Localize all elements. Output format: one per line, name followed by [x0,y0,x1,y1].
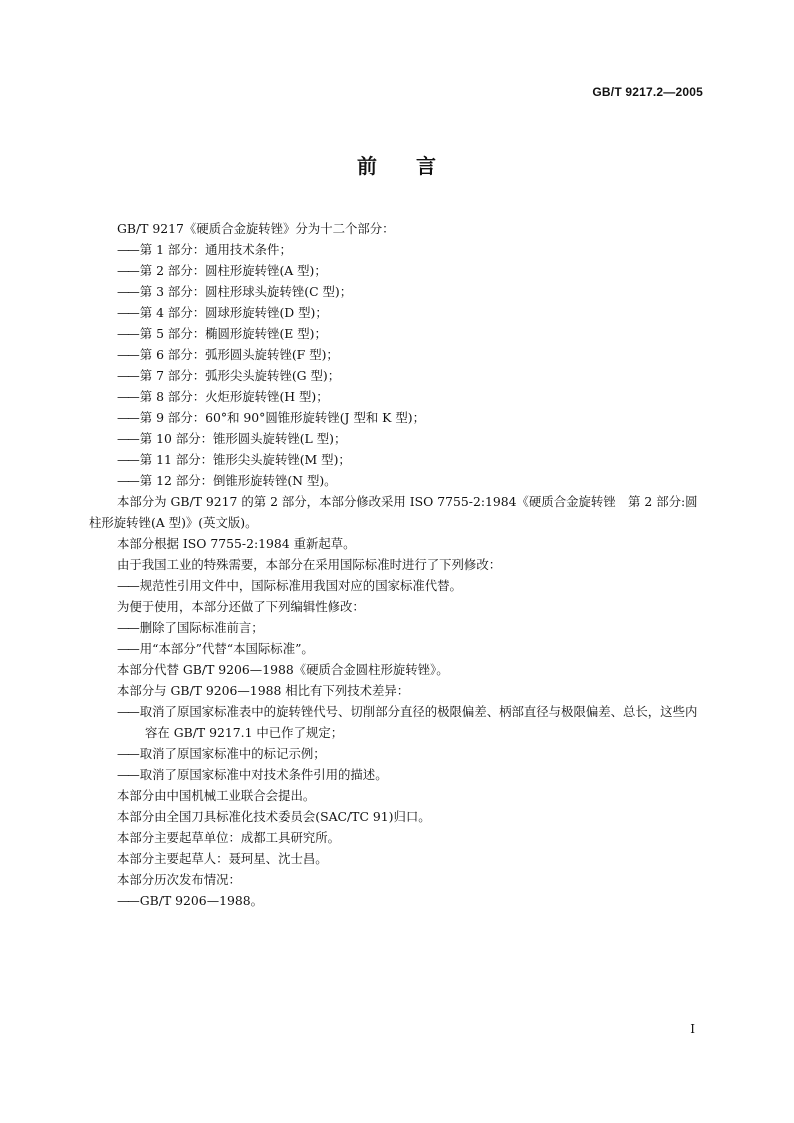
proposer-paragraph: 本部分由中国机械工业联合会提出。 [117,788,316,803]
part-list-item: —— 第 6 部分：弧形圆头旋转锉(F 型)； [117,347,339,362]
modification-item: —— 规范性引用文件中，国际标准用我国对应的国家标准代替。 [117,578,462,593]
part-list-item: —— 第 10 部分：锥形圆头旋转锉(L 型)； [117,431,347,446]
difference-item: —— 取消了原国家标准表中的旋转锉代号、切削部分直径的极限偏差、柄部直径与极限偏差、总长，这些内容在 GB/T 9217.1 中已作了规定； [117,704,698,740]
modification-intro: 由于我国工业的特殊需要，本部分在采用国际标准时进行了下列修改： [117,557,502,572]
history-item: —— GB/T 9206—1988。 [117,893,264,908]
part-list-item: —— 第 11 部分：锥形尖头旋转锉(M 型)； [117,452,351,467]
intro-paragraph: GB/T 9217《硬质合金旋转锉》分为十二个部分： [117,221,395,236]
part-list-item: —— 第 1 部分：通用技术条件； [117,242,292,257]
title-char-1: 前 [357,154,378,178]
part-list-item: —— 第 8 部分：火炬形旋转锉(H 型)； [117,389,329,404]
part-list-item: —— 第 5 部分：椭圆形旋转锉(E 型)； [117,326,327,341]
part-list-item: —— 第 7 部分：弧形尖头旋转锉(G 型)； [117,368,341,383]
part-list-item: —— 第 4 部分：圆球形旋转锉(D 型)； [117,305,328,320]
foreword-body [89,218,707,911]
committee-paragraph: 本部分由全国刀具标准化技术委员会(SAC/TC 91)归口。 [117,809,431,824]
adoption-paragraph: 本部分为 GB/T 9217 的第 2 部分，本部分修改采用 ISO 7755-2:1984《硬质合金旋转锉 第 2 部分:圆柱形旋转锉(A 型)》(英文版)。 [89,494,698,530]
editorial-intro: 为便于使用，本部分还做了下列编辑性修改： [117,599,365,614]
page-number: I [690,1022,695,1036]
difference-intro: 本部分与 GB/T 9206—1988 相比有下列技术差异： [117,683,410,698]
drafting-unit-paragraph: 本部分主要起草单位：成都工具研究所。 [117,830,341,845]
replacement-paragraph: 本部分代替 GB/T 9206—1988《硬质合金圆柱形旋转锉》。 [117,662,449,677]
drafters-paragraph: 本部分主要起草人：聂珂星、沈士昌。 [117,851,328,866]
part-list-item: —— 第 12 部分：倒锥形旋转锉(N 型)。 [117,473,337,488]
difference-item: —— 取消了原国家标准中对技术条件引用的描述。 [117,767,388,782]
redraft-paragraph: 本部分根据 ISO 7755-2:1984 重新起草。 [117,536,356,551]
part-list-item: —— 第 2 部分：圆柱形旋转锉(A 型)； [117,263,327,278]
part-list-item: —— 第 9 部分：60°和 90°圆锥形旋转锉(J 型和 K 型)； [117,410,425,425]
history-intro: 本部分历次发布情况： [117,872,241,887]
editorial-item: —— 删除了国际标准前言； [117,620,264,635]
standard-code: GB/T 9217.2—2005 [592,85,703,99]
page-title [0,150,794,179]
title-char-2: 言 [416,154,437,178]
difference-item: —— 取消了原国家标准中的标记示例； [117,746,326,761]
editorial-item: —— 用“本部分”代替“本国际标准”。 [117,641,314,656]
part-list-item: —— 第 3 部分：圆柱形球头旋转锉(C 型)； [117,284,353,299]
